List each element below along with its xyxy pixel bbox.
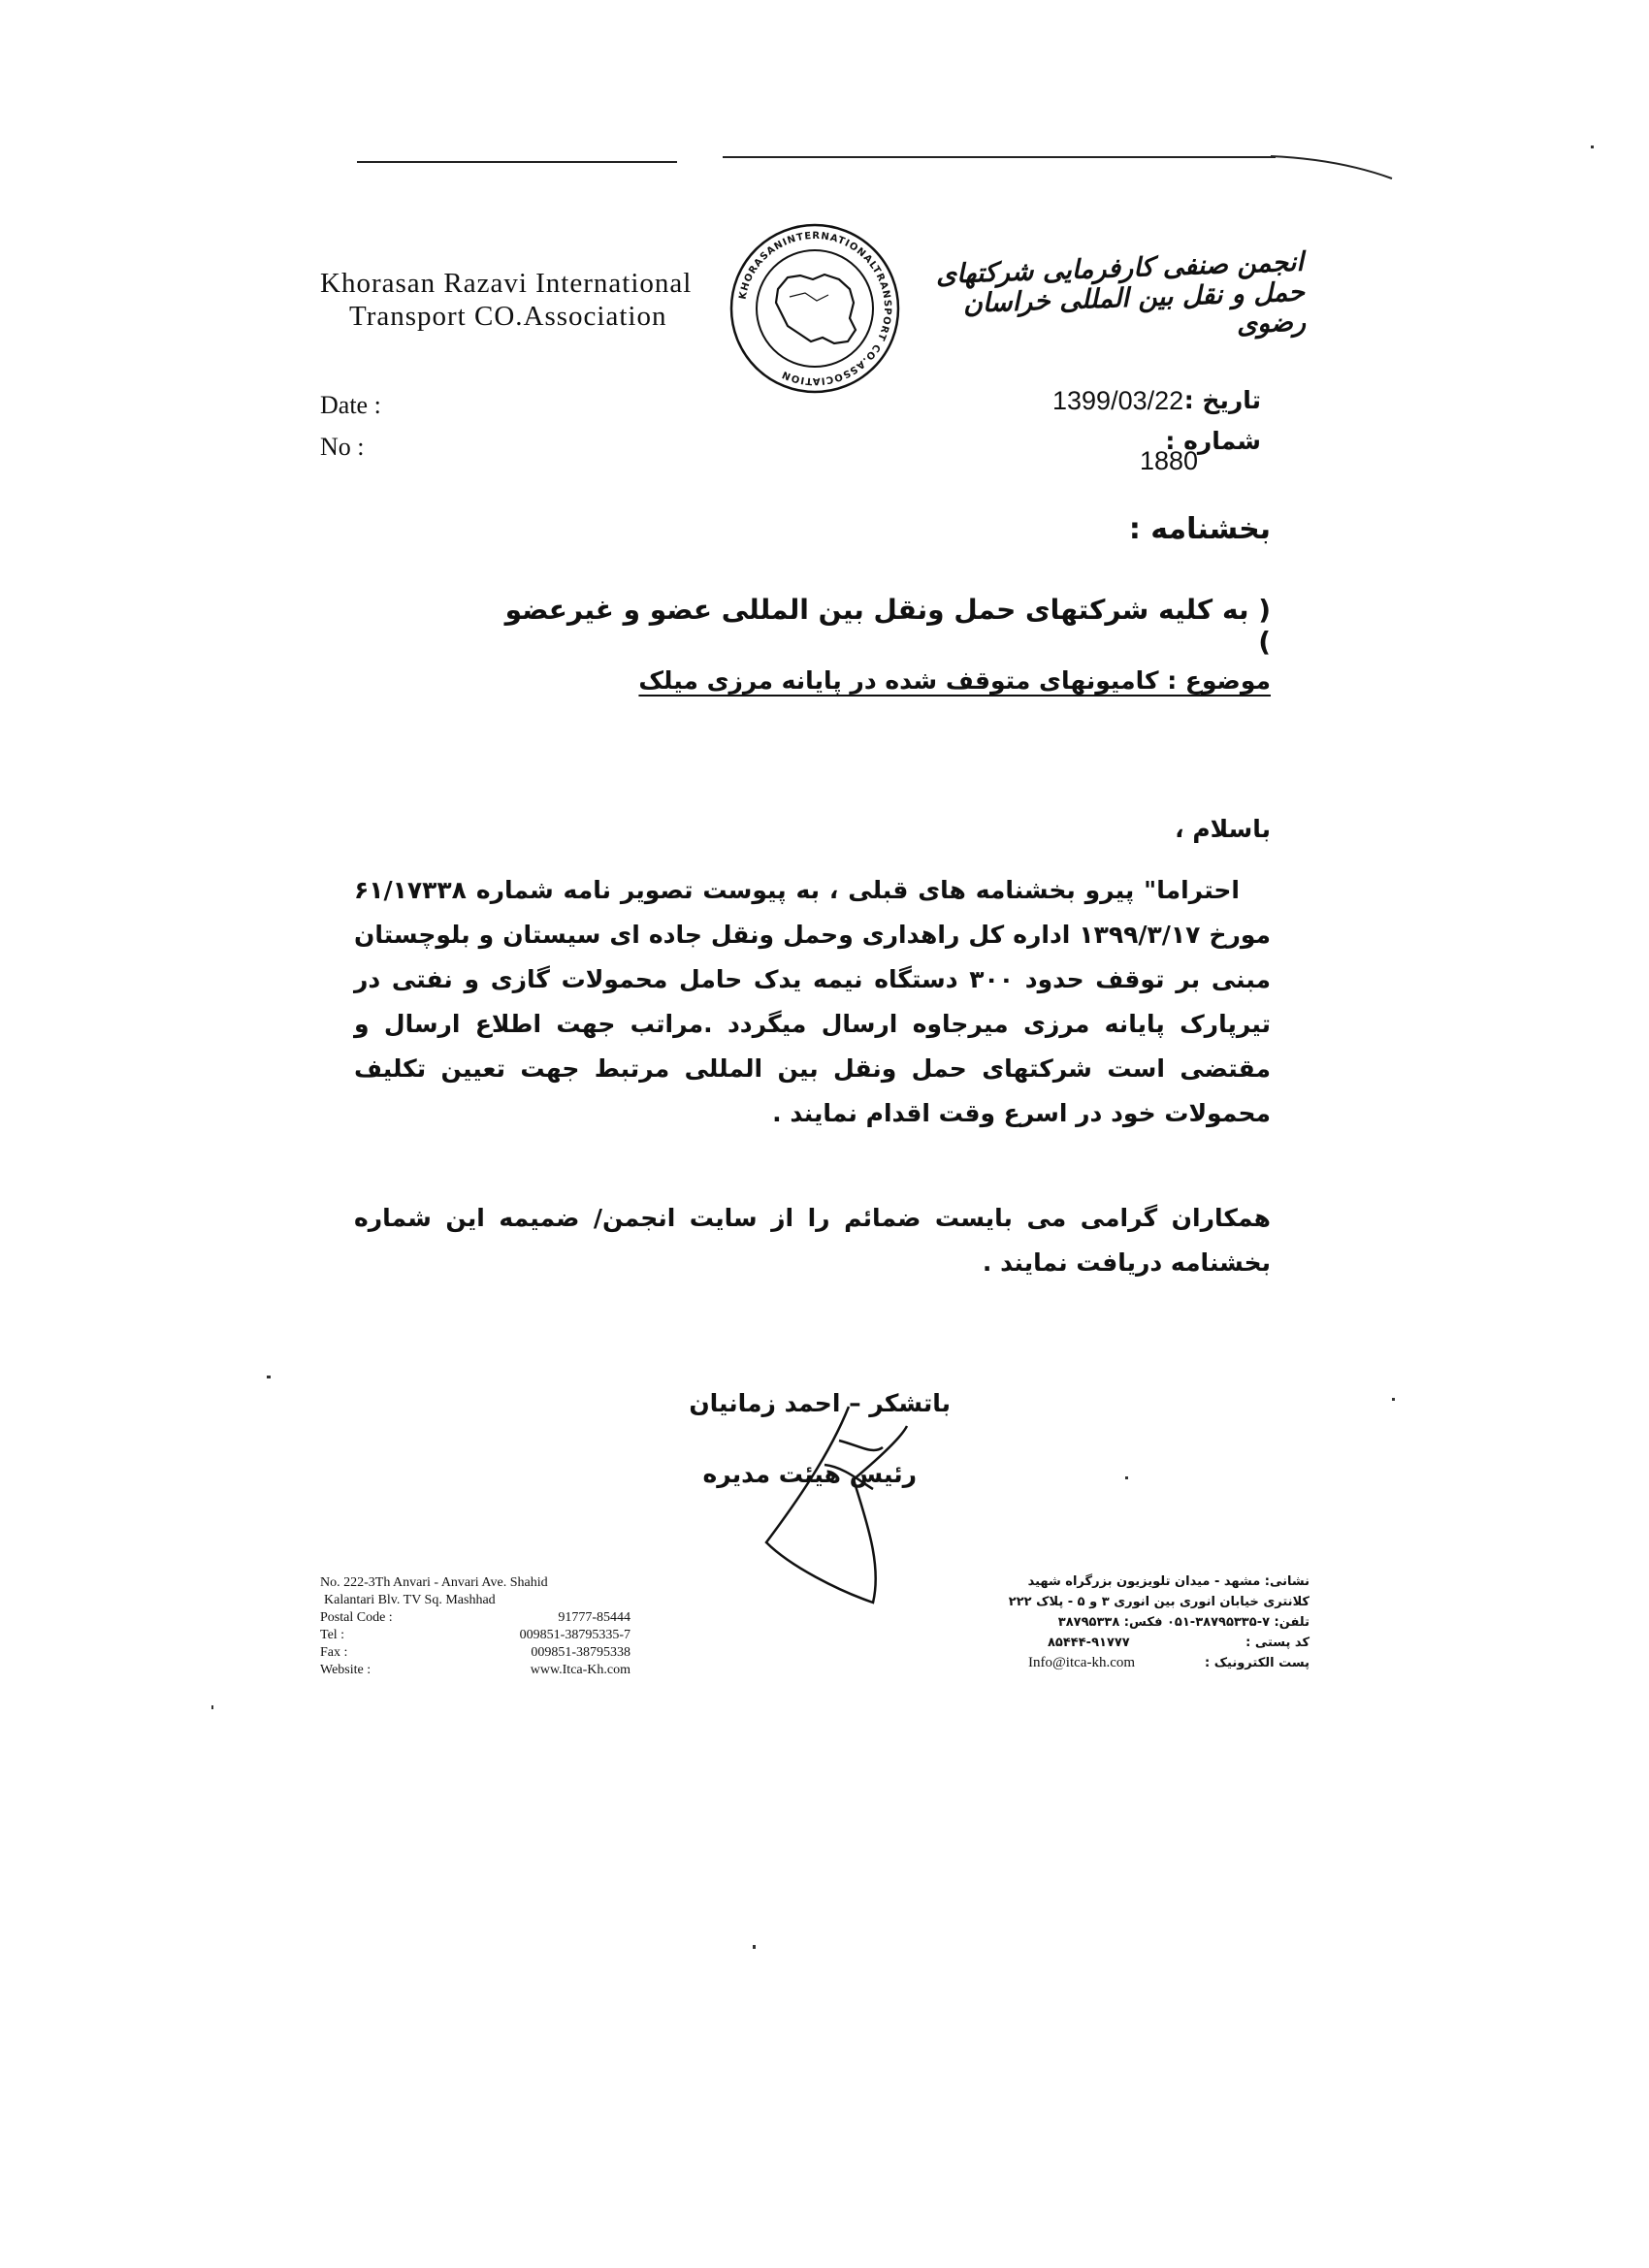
footer-fax-value: 009851-38795338 [531, 1645, 630, 1660]
footer-postal-label: Postal Code : [320, 1610, 393, 1625]
org-name-fa: انجمن صنفی کارفرمایی شرکتهای حمل و نقل بین المللی خراسان رضوی [935, 246, 1307, 340]
org-name-en-line1: Khorasan Razavi International [320, 268, 693, 299]
header-rule-right [723, 156, 1276, 158]
footer-fa-address-line1: نشانی: مشهد - میدان تلویزیون بزرگراه شهید [1027, 1574, 1310, 1589]
footer-persian [989, 1571, 1310, 1673]
scan-speck [1392, 1398, 1395, 1401]
header-rule-left [357, 161, 677, 163]
date-label-en: Date : [320, 391, 381, 419]
footer-postal-value: 91777-85444 [558, 1610, 630, 1625]
footer-fa-address-line2: کلانتری خیابان انوری بین انوری ۳ و ۵ - پلاک ۲۲۲ [1008, 1595, 1310, 1609]
no-label-en: No : [320, 433, 365, 461]
scan-speck [753, 1945, 756, 1949]
number-label-fa: شماره : [1165, 427, 1261, 455]
org-name-en [320, 267, 728, 333]
addressee-line: ( به کلیه شرکتهای حمل ونقل بین المللی عضو و غیرعضو ) [504, 594, 1271, 658]
scan-speck [267, 1376, 271, 1378]
handwritten-signature [737, 1397, 931, 1610]
scan-speck [1125, 1476, 1128, 1479]
footer-tel-value: 009851-38795335-7 [519, 1628, 630, 1642]
date-value: 1399/03/22 [1052, 386, 1184, 415]
number-value: 1880 [1140, 446, 1199, 475]
footer-address-line1: No. 222-3Th Anvari - Anvari Ave. Shahid [320, 1575, 548, 1590]
body-paragraph-1: احتراما" پیرو بخشنامه های قبلی ، به پیوست تصویر نامه شماره ۶۱/۱۷۳۳۸ مورخ ۱۳۹۹/۳/۱۷ اداره کل راهداری وحمل ونقل جاده ای سیستان و بلوچستان مبنی بر توقف حدود ۳۰۰ دستگاه نیمه یدک حامل محمولات گازی و نفتی در تیرپارک پایانه مرزی میرجاوه ارسال میگردد .مراتب جهت اطلاع ارسال و مقتضی است شرکتهای حمل ونقل بین المللی مرتبط جهت تعیین تکلیف محمولات خود در اسرع وقت اقدام نمایند . [354, 876, 1272, 1127]
footer-fa-email-value: Info@itca-kh.com [1028, 1655, 1136, 1670]
footer-address-line2: Kalantari Blv. TV Sq. Mashhad [324, 1593, 496, 1607]
footer-website-value: www.Itca-Kh.com [530, 1663, 630, 1677]
date-label-fa: تاریخ : [1183, 386, 1261, 414]
signature-title: رئیس هیئت مدیره [702, 1460, 917, 1488]
signature-thanks-name: باتشکر – احمد زمانیان [689, 1389, 951, 1417]
logo-ring-text: KHORASANINTERNATIONALTRANSPORT CO.ASSOCIATION [737, 230, 893, 387]
footer-website-label: Website : [320, 1663, 372, 1677]
svg-text:KHORASANINTERNATIONALTRANSPORT [738, 231, 893, 386]
subject-line: موضوع : کامیونهای متوقف شده در پایانه مرزی میلک [638, 666, 1271, 695]
footer-fa-postal-value: ۸۵۴۴۴-۹۱۷۷۷ [1048, 1636, 1130, 1650]
circular-heading: بخشنامه : [1128, 512, 1271, 546]
body-paragraph-2: همکاران گرامی می بایست ضمائم را از سایت انجمن/ ضمیمه این شماره بخشنامه دریافت نمایند . [354, 1204, 1271, 1277]
footer-tel-label: Tel : [320, 1628, 345, 1642]
footer-fa-postal-label: کد پستی : [1245, 1636, 1310, 1650]
footer-english [320, 1574, 630, 1679]
association-logo [728, 221, 902, 396]
scan-speck [211, 1705, 213, 1709]
footer-fax-label: Fax : [320, 1645, 348, 1660]
footer-fa-phone-line: تلفن: ۷-۳۸۷۹۵۳۳۵-۰۵۱ فکس: ۳۸۷۹۵۳۳۸ [1057, 1615, 1310, 1630]
scan-speck [1591, 146, 1594, 148]
header-rule-tail [1271, 146, 1397, 184]
footer-fa-email-label: پست الکترونیک : [1205, 1656, 1310, 1670]
greeting: باسلام ، [1175, 815, 1271, 843]
org-name-en-line2: Transport CO.Association [349, 301, 667, 332]
